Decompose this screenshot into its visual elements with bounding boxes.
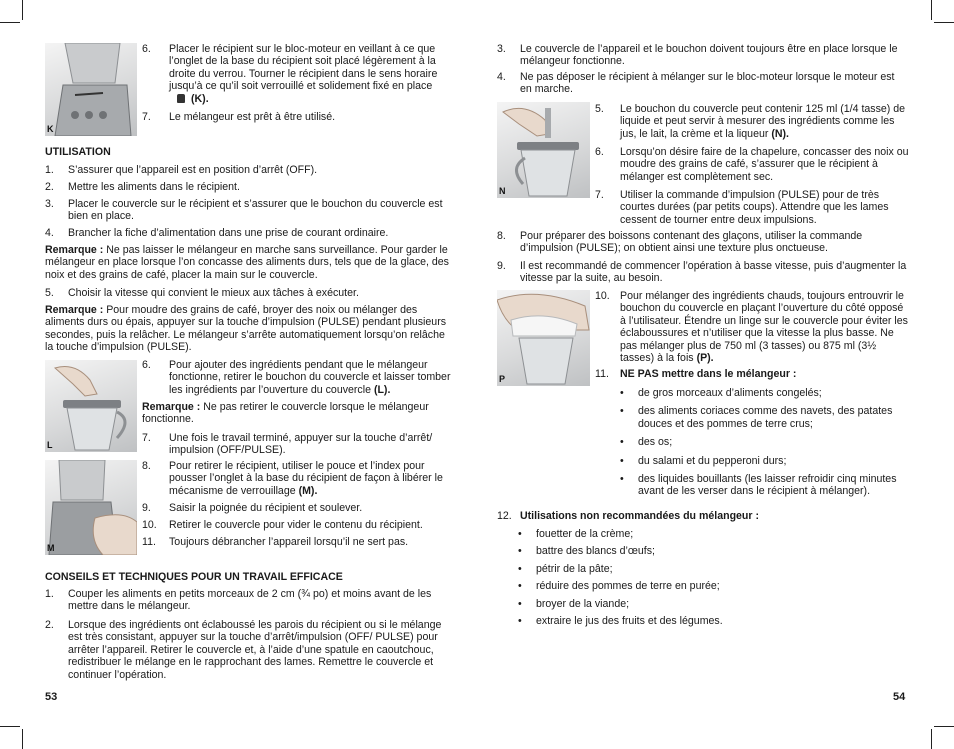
list-item: 10. Pour mélanger des ingrédients chauds, toujours entrouvrir le bouchon du couvercle en plaçant l’ouverture du côté opposé à l’utilisateur. Étendre un linge sur le couvercle pour éviter les éclaboussures et n’utiliser que la vitesse la plus basse. Ne pas mélanger plus de 750 ml (3 tasses) ou 875 ml (3½ tasses) à la fois (P). [595,290,908,365]
list-item: 3. Placer le couvercle sur le récipient et s’assurer que le bouchon du couvercle est bien en place. [45,198,443,223]
left-page [45,40,452,740]
step-7-off [45,432,452,457]
figure-label: M [47,542,55,553]
section-title-utilisation: UTILISATION [45,146,111,158]
crop-mark [22,729,23,749]
list-item: • fouetter de la crème; [518,528,634,540]
crop-mark [934,22,954,23]
crop-mark [22,0,23,20]
list-item: 8. Pour préparer des boissons contenant des glaçons, utiliser la commande d’impulsion (PULSE); on obtient ainsi une texture plus onctueuse. [497,230,863,255]
steps-8-11 [45,460,452,553]
items-5-7 [497,103,909,226]
figure-label: P [499,373,506,384]
list-11 [599,387,909,498]
list-item: 2. Lorsque des ingrédients ont éclaboussé les parois du récipient ou si le mélange est très consistant, appuyer sur la touche d’arrêt/impulsion (OFF/ PULSE) pour arrêter l’appareil. Retirer le couvercle et, à l’aide d’une spatule en caoutchouc, redistribuer le mélange en le rapprochant des lames. Remettre le couvercle et continuer l’opération. [45,619,442,681]
list-item: 10. Retirer le couvercle pour vider le contenu du récipient. [142,519,423,531]
remark-3: Remarque : Ne pas retirer le couvercle lorsque le mélangeur fonctionne. [142,401,429,426]
crop-mark [931,0,932,20]
list-item: • de gros morceaux d’aliments congelés; [620,387,822,399]
list-item: • du salami et du pepperoni durs; [620,454,787,467]
steps-6-7-right [45,359,452,398]
list-item: 8. Pour retirer le récipient, utiliser le pouce et l’index pour pousser l’onglet à la base du récipient de façon à libérer le mécanisme de verrouillage (M). [142,460,443,497]
list-item: 1. S’assurer que l’appareil est en position d’arrêt (OFF). [45,164,318,176]
list-item: • des os; [620,436,673,449]
list-item: 7. Le mélangeur est prêt à être utilisé. [142,111,336,123]
list-item: 6. Placer le récipient sur le bloc-moteur en veillant à ce que l’onglet de la base du récipient soit placé légèrement à la droite du verrou. Tourner le récipient dans le sens horaire jusqu’à ce qu’il soit verrouillé et solidement fixé en place(K). [142,43,438,105]
list-item: 12. Utilisations non recommandées du mélangeur : [497,510,759,522]
figure-label: N [499,185,506,196]
items-3-4 [497,43,909,96]
items-8-9 [497,230,909,285]
list-item: 1. Couper les aliments en petits morceaux de 2 cm (¾ po) et moins avant de les mettre dans le mélangeur. [45,588,432,613]
steps-6-7 [45,43,452,123]
list-item: 11. NE PAS mettre dans le mélangeur : [595,368,797,380]
section-title-conseils: CONSEILS ET TECHNIQUES POUR UN TRAVAIL EFFICACE [45,571,343,583]
figure-label: L [47,439,53,450]
list-item: 5. Le bouchon du couvercle peut contenir 125 ml (1/4 tasse) de liquide et peut servir à mesurer des ingrédients comme les jus, le lait, la crème et la liqueur (N). [595,103,906,140]
crop-mark [931,729,932,749]
remark-2: Remarque : Pour moudre des grains de café, broyer des noix ou mélanger des aliments durs ou épais, appuyer sur la touche d’impulsion (PULSE) pendant plusieurs secondes, puis la relâcher. Le mélangeur s’arrête automatiquement lorsqu’on relâche la touche d’impulsion (PULSE). [45,304,447,354]
list-item: • broyer de la viande; [518,597,630,610]
list-item: 3. Le couvercle de l’appareil et le bouchon doivent toujours être en place lorsque le mélangeur fonctionne. [497,43,898,68]
list-item: 9. Il est recommandé de commencer l’opération à basse vitesse, puis d’augmenter la vitesse par la suite, au besoin. [497,260,907,285]
crop-mark [934,726,954,727]
crop-mark [0,22,20,23]
list-item: 7. Une fois le travail terminé, appuyer sur la touche d’arrêt/ impulsion (OFF/PULSE). [142,432,433,457]
list-item: 2. Mettre les aliments dans le récipient. [45,181,240,193]
list-item: • battre des blancs d’œufs; [518,545,655,558]
list-item: 7. Utiliser la commande d’impulsion (PULSE) pour de très courtes durées (par petits coups). Attendre que les lames cessent de tourner entre deux impulsions. [595,189,889,226]
list-item: • pétrir de la pâte; [518,562,613,575]
list-item: 9. Saisir la poignée du récipient et soulever. [142,502,363,514]
page-number-left: 53 [45,691,58,703]
list-item: • des aliments coriaces comme des navets, des patates douces et des pommes de terre crus; [620,405,893,430]
list-item: 6. Pour ajouter des ingrédients pendant que le mélangeur fonctionne, retirer le bouchon du couvercle et laisser tomber les ingrédients par l’ouverture du couvercle (L). [142,359,451,396]
item-12 [497,510,909,522]
list-item: 11. Toujours débrancher l’appareil lorsqu’il ne sert pas. [142,536,409,548]
right-page [497,40,909,740]
list-item: 4. Ne pas déposer le récipient à mélanger sur le bloc-moteur lorsque le moteur est en marche. [497,71,895,96]
item-10 [497,290,909,380]
list-item: 4. Brancher la fiche d’alimentation dans une prise de courant ordinaire. [45,227,389,239]
utilisation-list [45,164,452,244]
list-item: 6. Lorsqu’on désire faire de la chapelure, concasser des noix ou moudre des grains de café, s’assurer que le récipient à mélanger est complètement sec. [595,146,909,183]
step-5 [45,287,452,299]
list-item: • des liquides bouillants (les laisser refroidir cinq minutes avant de les verser dans le récipient à mélanger). [620,473,897,498]
list-item: 5. Choisir la vitesse qui convient le mieux aux tâches à exécuter. [45,287,359,299]
conseils-list [45,588,452,681]
page-number-right: 54 [893,691,906,703]
remark-1: Remarque : Ne pas laisser le mélangeur en marche sans surveillance. Pour garder le mélangeur en place lorsque l’on concasse des aliments durs, tels que de la glace, des noix et des grains de café, placer la main sur le couvercle. [45,244,449,281]
figure-label: K [47,123,54,134]
list-item: • extraire le jus des fruits et des légumes. [518,615,723,628]
list-12 [497,528,909,627]
lock-icon [177,94,185,103]
crop-mark [0,726,20,727]
list-item: • réduire des pommes de terre en purée; [518,580,720,593]
